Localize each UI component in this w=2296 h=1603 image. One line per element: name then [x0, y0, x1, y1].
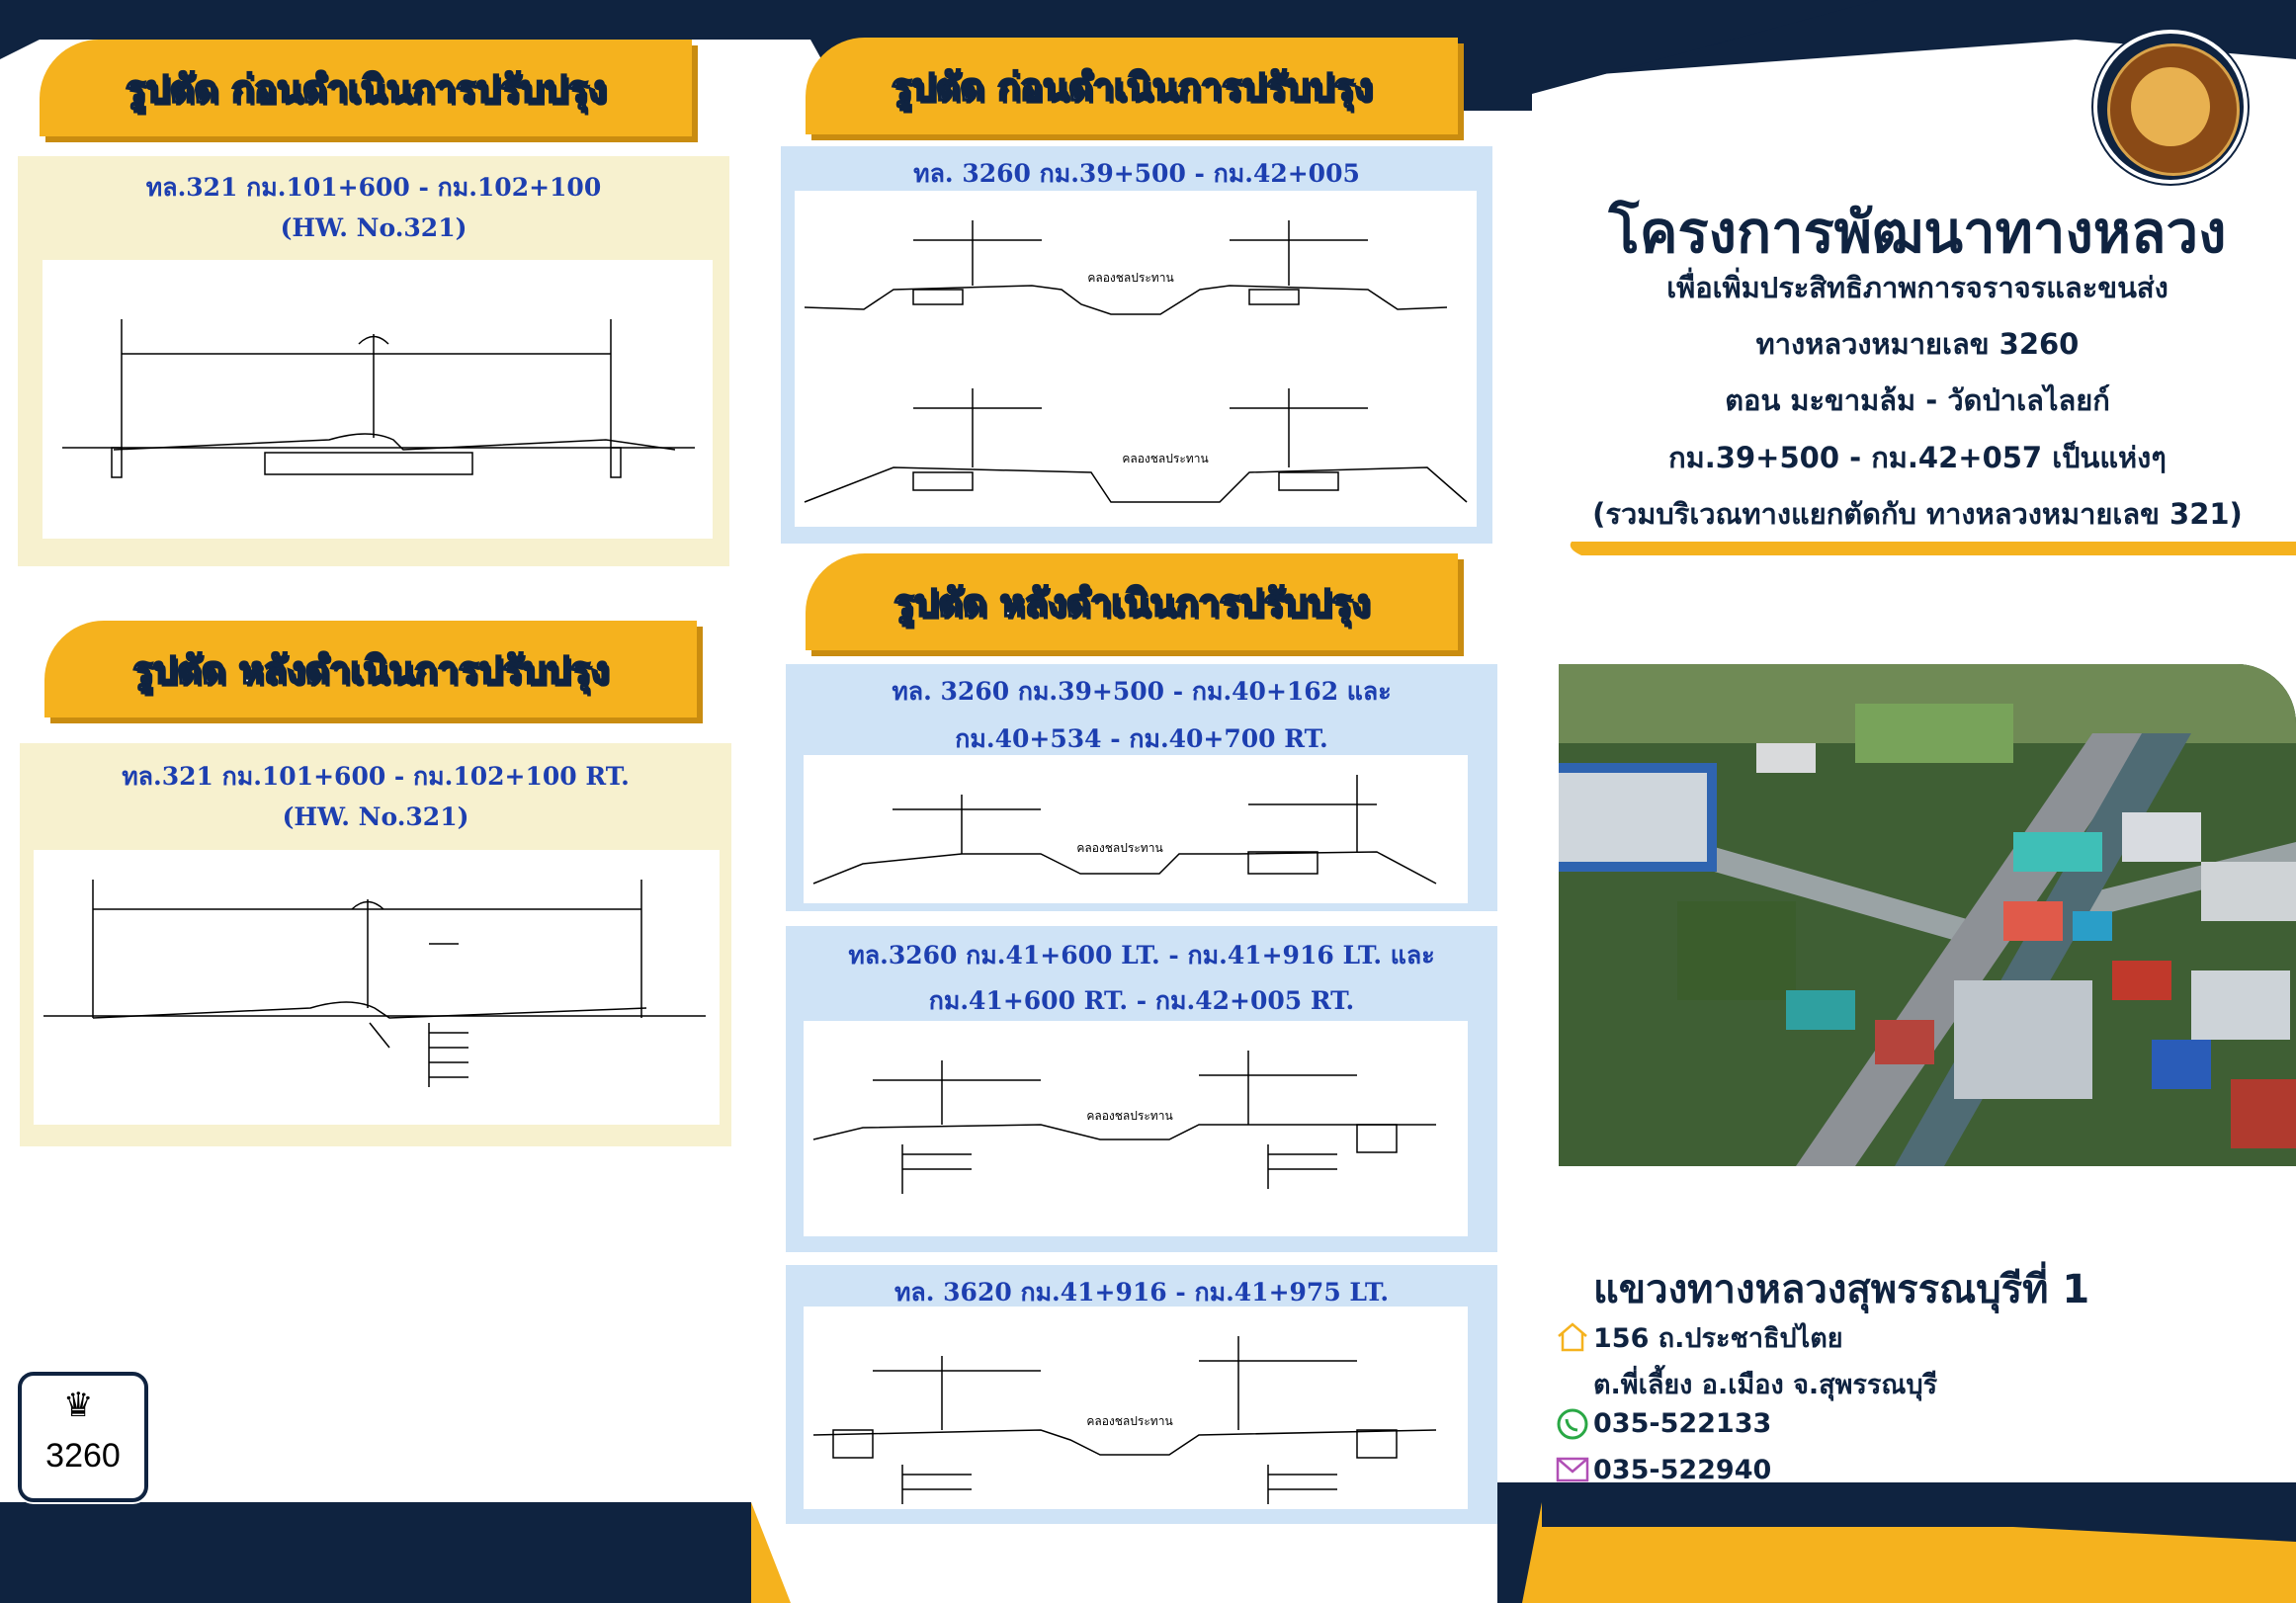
canal-label-after-2: คลองชลประทาน	[1086, 1109, 1173, 1123]
left-before-title1: ทล.321 กม.101+600 - กม.102+100	[145, 173, 602, 202]
address-line-2: ต.พี่เลี้ยง อ.เมือง จ.สุพรรณบุรี	[1593, 1370, 1938, 1400]
middle-before-banner	[806, 38, 1458, 134]
project-subtitle-1: เพื่อเพิ่มประสิทธิภาพการจราจรและขนส่ง	[1666, 271, 2168, 304]
middle-before-panel	[781, 146, 1492, 544]
canal-label-after-3: คลองชลประทาน	[1086, 1414, 1173, 1428]
middle-after-banner-text: รูปตัด หลังดำเนินการปรับปรุง	[893, 580, 1370, 625]
canal-label-top: คลองชลประทาน	[1087, 271, 1174, 285]
aerial-photo	[1559, 664, 2296, 1166]
office-name: แขวงทางหลวงสุพรรณบุรีที่ 1	[1593, 1267, 2090, 1312]
middle-after-cross-section-2	[804, 1021, 1468, 1236]
middle-after-panel-2	[786, 926, 1497, 1252]
left-after-cross-section	[34, 850, 720, 1125]
home-icon	[1556, 1320, 1589, 1354]
left-before-title2: (HW. No.321)	[280, 213, 468, 242]
middle-before-banner-text: รูปตัด ก่อนดำเนินการปรับปรุง	[891, 64, 1373, 109]
left-after-panel	[20, 743, 731, 1146]
phone-number[interactable]: 035-522133	[1593, 1408, 1772, 1439]
project-title: โครงการพัฒนาทางหลวง	[1608, 199, 2227, 266]
middle-after-banner	[806, 553, 1458, 650]
fax-number[interactable]: 035-522940	[1593, 1455, 1772, 1485]
middle-after-panel2-title2: กม.41+600 RT. - กม.42+005 RT.	[928, 986, 1355, 1015]
middle-after-panel2-title1: ทล.3260 กม.41+600 LT. - กม.41+916 LT. และ	[848, 941, 1435, 970]
mail-icon	[1556, 1455, 1589, 1484]
middle-before-cross-section	[795, 191, 1477, 527]
middle-after-cross-section-1	[804, 755, 1468, 903]
middle-after-panel-3	[786, 1265, 1497, 1524]
left-before-cross-section	[43, 260, 713, 539]
middle-after-panel1-title2: กม.40+534 - กม.40+700 RT.	[955, 724, 1328, 753]
department-of-highways-logo	[2093, 30, 2248, 184]
address-line-1: 156 ถ.ประชาธิปไตย	[1593, 1323, 1843, 1354]
middle-before-title1: ทล. 3260 กม.39+500 - กม.42+005	[913, 159, 1360, 188]
middle-after-panel-1	[786, 664, 1497, 911]
project-subtitle-2: ทางหลวงหมายเลข 3260	[1755, 327, 2080, 361]
project-subtitle-5: (รวมบริเวณทางแยกตัดกับ ทางหลวงหมายเลข 321)	[1592, 497, 2243, 531]
canal-label-bottom: คลองชลประทาน	[1122, 452, 1209, 465]
route-shield-number: 3260	[45, 1437, 121, 1475]
project-subtitle-4: กม.39+500 - กม.42+057 เป็นแห่งๆ	[1668, 441, 2167, 474]
left-before-banner	[40, 40, 692, 136]
canal-label-after-1: คลองชลประทาน	[1076, 841, 1163, 855]
left-after-banner-text: รูปตัด หลังดำเนินการปรับปรุง	[132, 647, 609, 692]
left-after-title1: ทล.321 กม.101+600 - กม.102+100 RT.	[122, 762, 630, 791]
route-shield	[18, 1372, 148, 1502]
left-before-banner-text: รูปตัด ก่อนดำเนินการปรับปรุง	[125, 66, 607, 111]
middle-after-panel1-title1: ทล. 3260 กม.39+500 - กม.40+162 และ	[892, 677, 1392, 706]
left-after-title2: (HW. No.321)	[282, 802, 469, 831]
left-before-panel	[18, 156, 729, 566]
left-after-banner	[44, 621, 697, 717]
garuda-icon: ♛	[63, 1386, 94, 1425]
project-subtitle-3: ตอน มะขามล้ม - วัดป่าเลไลยก์	[1725, 383, 2110, 417]
middle-after-cross-section-3	[804, 1307, 1468, 1509]
whatsapp-icon	[1556, 1407, 1589, 1441]
middle-after-panel3-title1: ทล. 3620 กม.41+916 - กม.41+975 LT.	[893, 1278, 1390, 1307]
